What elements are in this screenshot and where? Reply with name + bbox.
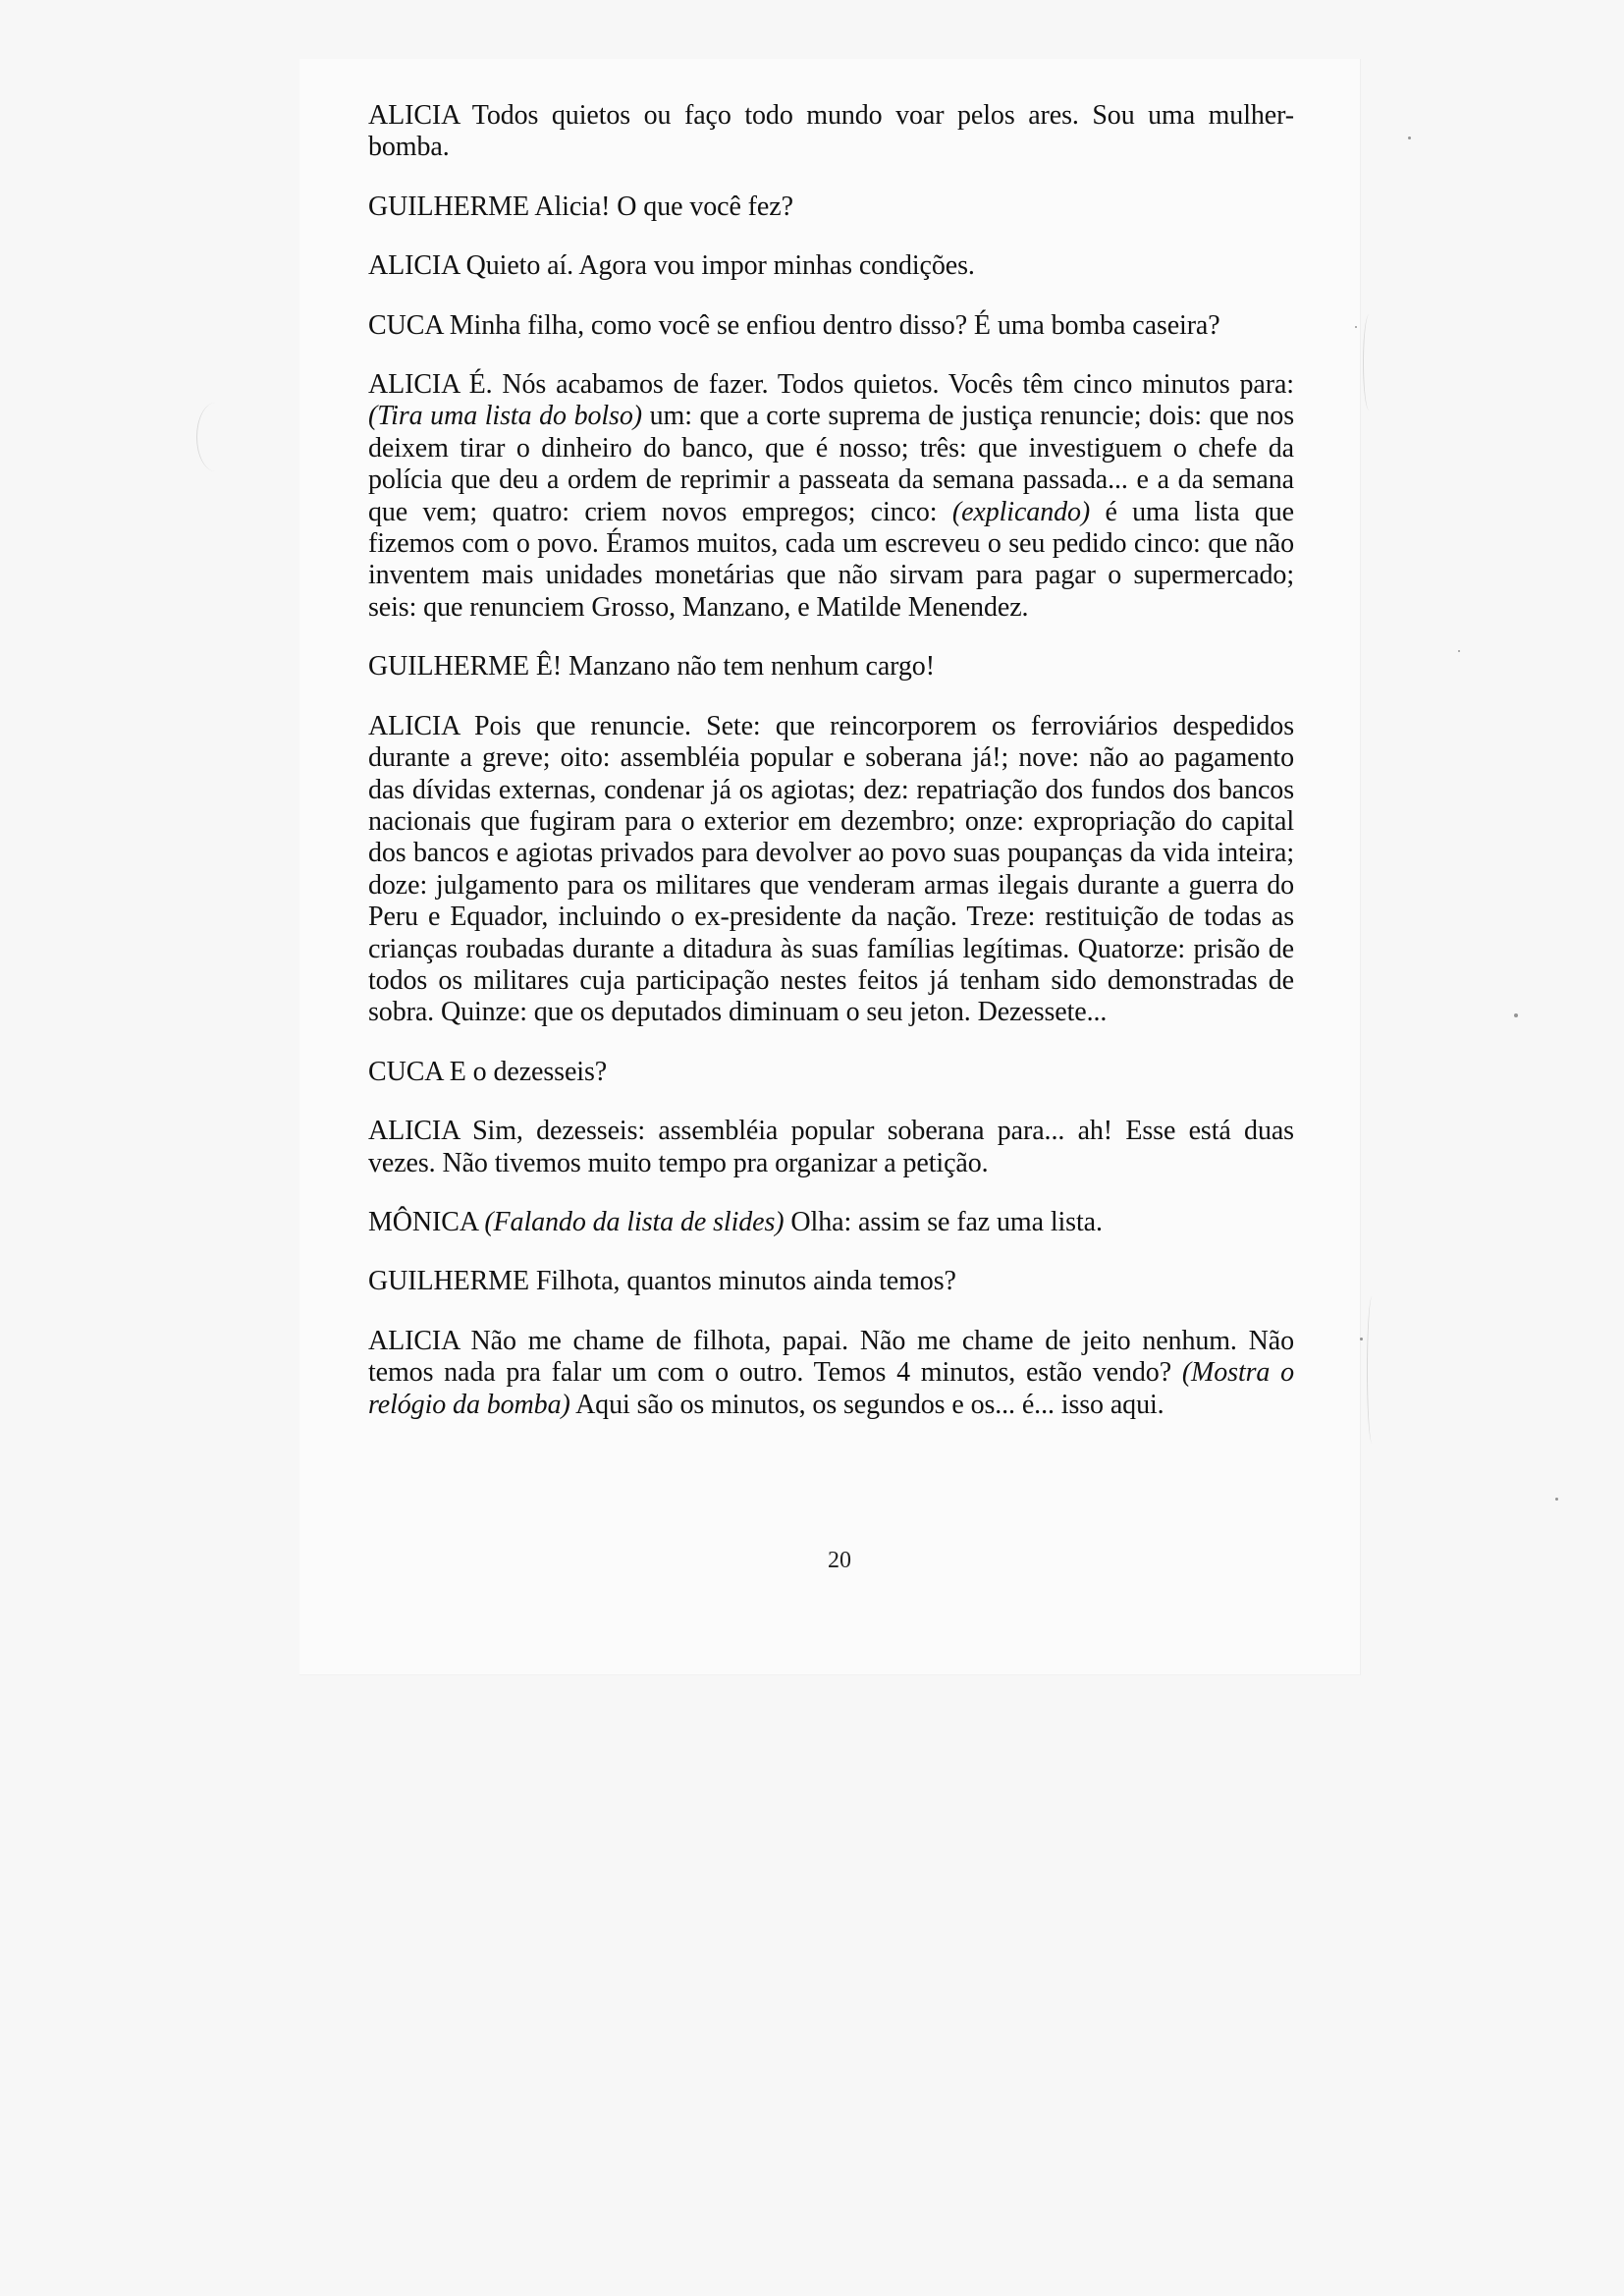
speaker-name: ALICIA bbox=[368, 100, 460, 131]
dialogue-line bbox=[368, 1116, 1294, 1179]
scan-speck bbox=[1355, 326, 1357, 328]
speaker-name: ALICIA bbox=[368, 369, 460, 401]
scan-speck bbox=[1555, 1498, 1558, 1501]
dialogue-line bbox=[368, 310, 1294, 342]
stage-direction: (explicando) bbox=[951, 496, 1091, 527]
dialogue-text: Sim, dezesseis: assembléia popular soberana para... ah! Esse está duas vezes. Não tivemos muito tempo pra organizar a petição. bbox=[368, 1116, 1294, 1178]
speaker-name: CUCA bbox=[368, 309, 443, 341]
page-number: 20 bbox=[828, 1548, 851, 1573]
dialogue-text: um: que a corte suprema de justiça renuncie; dois: que nos deixem tirar o dinheiro do banco, que é nosso; três: que investiguem o chefe da polícia que deu a ordem de reprimir a passeata da semana passada... e a da semana que vem; quatro: criem novos empregos; cinco: bbox=[368, 401, 1295, 527]
stage-direction: (Falando da lista de slides) bbox=[484, 1206, 785, 1237]
dialogue-line bbox=[368, 651, 1294, 683]
dialogue-text: Quieto aí. Agora vou impor minhas condições. bbox=[465, 250, 975, 282]
dialogue-text: Filhota, quantos minutos ainda temos? bbox=[535, 1266, 956, 1297]
dialogue-line bbox=[368, 369, 1294, 624]
dialogue-line bbox=[368, 1266, 1294, 1297]
speaker-name: CUCA bbox=[368, 1056, 443, 1087]
speaker-name: ALICIA bbox=[368, 710, 460, 741]
dialogue-text: E o dezesseis? bbox=[449, 1056, 608, 1087]
dialogue-text: Minha filha, como você se enfiou dentro disso? É uma bomba caseira? bbox=[449, 309, 1220, 341]
scan-speck bbox=[1360, 1338, 1363, 1340]
dialogue-line bbox=[368, 250, 1294, 282]
speaker-name: GUILHERME bbox=[368, 651, 529, 683]
speaker-name: ALICIA bbox=[368, 250, 460, 282]
dialogue-text: Aqui são os minutos, os segundos e os... é... isso aqui. bbox=[575, 1389, 1164, 1420]
dialogue-line bbox=[368, 1207, 1294, 1238]
dialogue-text: É. Nós acabamos de fazer. Todos quietos. Vocês têm cinco minutos para: bbox=[468, 369, 1294, 401]
dialogue-line bbox=[368, 1326, 1294, 1421]
speaker-name: ALICIA bbox=[368, 1116, 460, 1147]
dialogue-line bbox=[368, 711, 1294, 1029]
stage-direction: (Mostra o relógio da bomba) bbox=[368, 1357, 1294, 1420]
scan-speck bbox=[1514, 1013, 1518, 1017]
speaker-name: GUILHERME bbox=[368, 191, 529, 222]
margin-pencil-mark bbox=[196, 403, 235, 471]
scan-speck bbox=[1408, 137, 1411, 139]
speaker-name: ALICIA bbox=[368, 1325, 460, 1356]
margin-pencil-mark-3 bbox=[1367, 1296, 1378, 1444]
speaker-name: GUILHERME bbox=[368, 1266, 529, 1297]
dialogue-line bbox=[368, 100, 1294, 164]
dialogue-text: Não me chame de filhota, papai. Não me chame de jeito nenhum. Não temos nada pra falar um com o outro. Temos 4 minutos, estão vendo? bbox=[368, 1325, 1294, 1389]
dialogue-line bbox=[368, 191, 1294, 223]
stage-direction: (Tira uma lista do bolso) bbox=[368, 401, 642, 432]
dialogue-line bbox=[368, 1057, 1294, 1088]
speaker-name: MÔNICA bbox=[368, 1206, 478, 1237]
margin-pencil-mark-2 bbox=[1363, 314, 1376, 410]
dialogue-text: é uma lista que fizemos com o povo. Éramos muitos, cada um escreveu o seu pedido cinco: que não inventem mais unidades monetárias que não sirvam para pagar o supermercado; seis: que renunciem Grosso, Manzano, e Matilde Menendez. bbox=[368, 496, 1295, 623]
document-body bbox=[368, 100, 1294, 1449]
dialogue-text: Alicia! O que você fez? bbox=[534, 191, 793, 222]
dialogue-text: Olha: assim se faz uma lista. bbox=[790, 1206, 1103, 1237]
scan-speck bbox=[1458, 650, 1460, 652]
dialogue-text: Ê! Manzano não tem nenhum cargo! bbox=[535, 651, 935, 683]
dialogue-text: Todos quietos ou faço todo mundo voar pelos ares. Sou uma mulher-bomba. bbox=[368, 100, 1294, 163]
dialogue-text: Pois que renuncie. Sete: que reincorporem os ferroviários despedidos durante a greve; oito: assembléia popular e soberana já!; nove: não ao pagamento das dívidas externas, condenar já os agiotas; dez: repatriação dos fundos dos bancos nacionais que fugiram para o exterior em dezembro; onze: expropriação do capital dos bancos e agiotas privados para devolver ao povo suas poupanças da vida inteira; doze: julgamento para os militares que venderam armas ilegais durante a guerra do Peru e Equador, incluindo o ex-presidente da nação. Treze: restituição de todas as crianças roubadas durante a ditadura às suas famílias legítimas. Quatorze: prisão de todos os militares cuja participação nestes feitos já tenham sido demonstradas de sobra. Quinze: que os deputados diminuam o seu jeton. Dezessete... bbox=[368, 710, 1294, 1028]
